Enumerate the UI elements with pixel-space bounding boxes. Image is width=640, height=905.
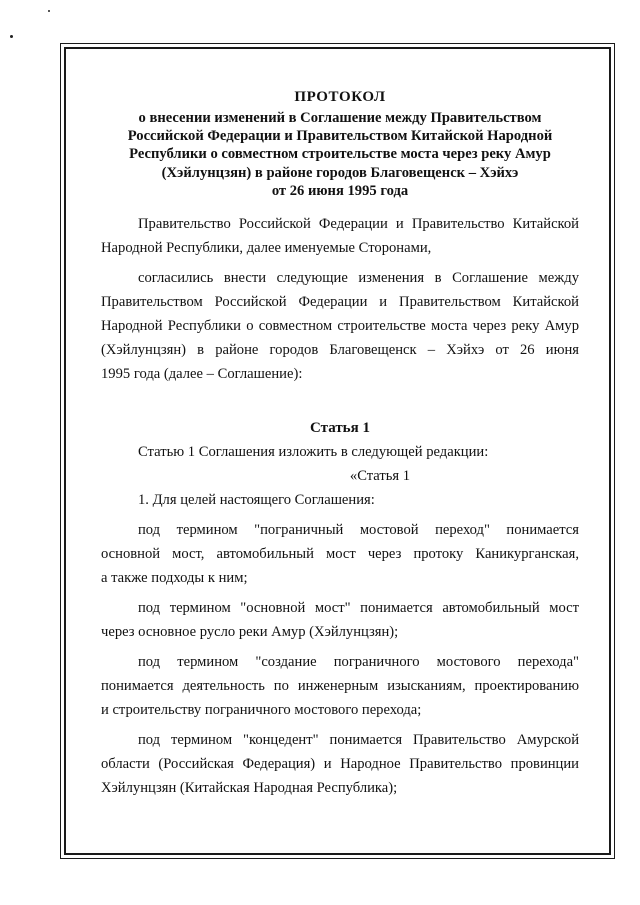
paragraph-line: под термином "концедент" понимается Правительство Амурской — [138, 732, 579, 749]
definition-main-bridge — [101, 596, 579, 644]
document-subtitle — [101, 109, 579, 200]
scan-speck — [48, 10, 50, 12]
paragraph-line: Статью 1 Соглашения изложить в следующей редакции: — [138, 444, 489, 461]
paragraph-line: под термином "пограничный мостовой переход" понимается — [138, 522, 579, 539]
paragraph-line: согласились внести следующие изменения в Соглашение между — [138, 270, 579, 287]
subtitle-line: от 26 июня 1995 года — [271, 182, 409, 199]
paragraph-line: Правительство Российской Федерации и Правительство Китайской — [138, 216, 579, 233]
paragraph-line: 1995 года (далее – Соглашение): — [101, 366, 303, 383]
paragraph-line: через основное русло реки Амур (Хэйлунцзян); — [101, 624, 399, 641]
subtitle-line: Российской Федерации и Правительством Китайской Народной — [127, 128, 553, 145]
paragraph-line: Народной Республики о совместном строительстве моста через реку Амур — [101, 318, 579, 335]
paragraph-line: области (Российская Федерация) и Народное Правительство провинции — [101, 756, 579, 773]
paragraph-line: Хэйлунцзян (Китайская Народная Республика); — [101, 780, 398, 797]
paragraph-line: основной мост, автомобильный мост через протоку Каникурганская, — [101, 546, 579, 563]
subtitle-line: Республики о совместном строительстве моста через реку Амур — [129, 146, 551, 163]
paragraph-line: (Хэйлунцзян) в районе городов Благовещенск – Хэйхэ от 26 июня — [101, 342, 579, 359]
clause-intro — [101, 488, 579, 512]
paragraph-line: Правительством Российской Федерации и Правительством Китайской — [101, 294, 579, 311]
paragraph-line: 1. Для целей настоящего Соглашения: — [138, 492, 375, 509]
paragraph-line: под термином "создание пограничного мостового перехода" — [138, 654, 579, 671]
paragraph-line: а также подходы к ним; — [101, 570, 248, 587]
paragraph-line: Народной Республики, далее именуемые Сторонами, — [101, 240, 432, 257]
preamble-agreement — [101, 266, 579, 386]
paragraph-line: понимается деятельность по инженерным изысканиям, проектированию — [101, 678, 579, 695]
document-body — [101, 88, 579, 800]
paragraph-line: и строительству пограничного мостового перехода; — [101, 702, 422, 719]
definition-border-crossing — [101, 518, 579, 590]
document-title: ПРОТОКОЛ — [294, 89, 386, 105]
definition-concedent — [101, 728, 579, 800]
scan-speck — [10, 35, 13, 38]
paragraph-line: под термином "основной мост" понимается автомобильный мост — [138, 600, 579, 617]
subtitle-line: о внесении изменений в Соглашение между Правительством — [138, 110, 542, 126]
preamble-parties-cont — [101, 236, 579, 260]
article-heading: Статья 1 — [310, 420, 370, 437]
subtitle-line: (Хэйлунцзян) в районе городов Благовещенск – Хэйхэ — [161, 164, 519, 181]
article-instruction — [101, 440, 579, 464]
definition-creation — [101, 650, 579, 722]
preamble-parties — [101, 212, 579, 236]
quoted-article-heading: «Статья 1 — [349, 468, 411, 485]
